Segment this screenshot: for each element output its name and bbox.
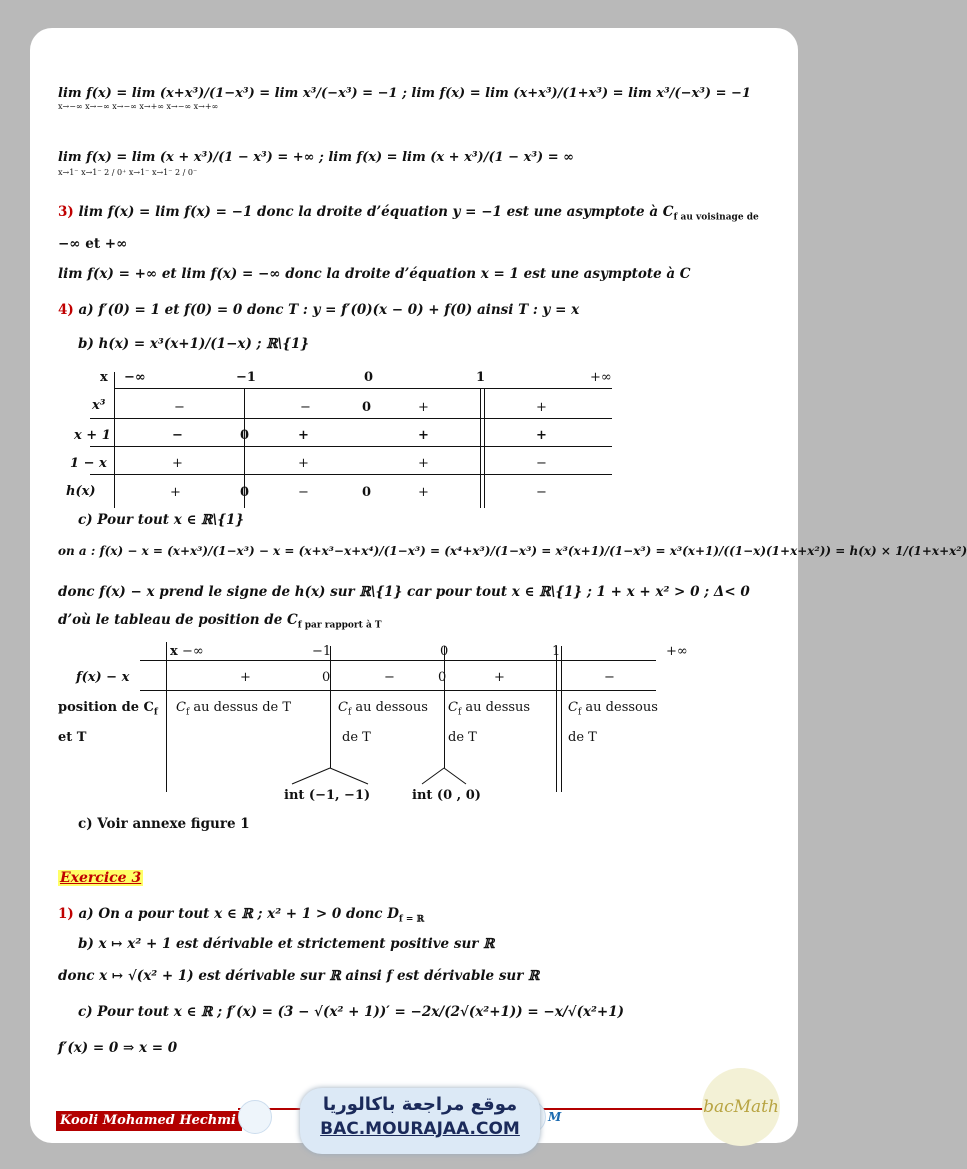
t1-header-1: 1 xyxy=(476,370,486,385)
t1-cell: 0 xyxy=(240,485,250,500)
t1-cell: − xyxy=(536,485,547,500)
t1-header-0: 0 xyxy=(364,370,374,385)
exercise-3-number: 1) xyxy=(58,906,74,922)
t1-cell: − xyxy=(298,485,309,500)
t2-pos-2-text: au dessous xyxy=(351,700,428,715)
question-3-number: 3) xyxy=(58,204,74,220)
t2-pos-1-text: au dessus de T xyxy=(189,700,292,715)
annex-reference: c) Voir annexe figure 1 xyxy=(78,816,250,832)
exercise-3-1c: c) Pour tout x ∈ ℝ ; f′(x) = (3 − √(x² + 1))′ = −2x/(2√(x²+1)) = −x/√(x²+1) xyxy=(78,1004,625,1020)
exercise-3-heading: Exercice 3 xyxy=(60,870,142,886)
exercise-3-1a-tail: f = ℝ xyxy=(398,914,425,925)
limits-infinity-subscripts: x→−∞ x→−∞ x→−∞ x→+∞ x→−∞ x→+∞ xyxy=(58,102,219,111)
t1-cell: + xyxy=(418,456,429,471)
site-banner-link[interactable] xyxy=(300,1088,540,1154)
t2-pos-2-line3: de T xyxy=(342,730,371,745)
t2-header-x: x xyxy=(170,644,178,659)
t2-pos-4-line3: de T xyxy=(568,730,597,745)
limits-infinity: lim f(x) = lim (x+x³)/(1−x³) = lim x³/(−x³) = −1 ; lim f(x) = lim (x+x³)/(1+x³) = lim x³/(−x³) = −1 xyxy=(58,86,751,101)
t2-sign: + xyxy=(494,670,505,685)
t1-cell: + xyxy=(536,400,547,415)
t2-position-label-2: et T xyxy=(58,730,87,745)
t1-cell: + xyxy=(418,485,429,500)
t1-cell: 0 xyxy=(362,485,372,500)
t2-sign: 0 xyxy=(322,670,331,685)
t1-header-minf: −∞ xyxy=(124,370,146,385)
t1-cell: 0 xyxy=(240,428,250,443)
intersection-2: int (0 , 0) xyxy=(412,788,481,803)
t2-sign: + xyxy=(240,670,251,685)
t2-pos-4-c: C xyxy=(568,700,578,715)
t1-cell: − xyxy=(300,400,311,415)
t2-header-1: 1 xyxy=(552,644,561,659)
footer-tail: M xyxy=(548,1110,562,1124)
t1-row-x3-label: x³ xyxy=(92,398,106,413)
t2-pos-1-c: C xyxy=(176,700,186,715)
question-3-text: lim f(x) = lim f(x) = −1 donc la droite d’équation y = −1 est une asymptote à C xyxy=(78,204,674,220)
t2-pos-1-sub: f xyxy=(185,707,190,718)
t2-sign: − xyxy=(384,670,395,685)
t1-cell: + xyxy=(536,428,547,443)
question-4b: b) h(x) = x³(x+1)/(1−x) ; ℝ\{1} xyxy=(78,336,310,352)
t2-pos-2-sub: f xyxy=(347,707,352,718)
difference-computation: on a : f(x) − x = (x+x³)/(1−x³) − x = (x+x³−x+x⁴)/(1−x³) = (x⁴+x³)/(1−x³) = x³(x+1)/(1−x³) = x³(x+1)/((1−x)(1+x+x²)) = h(x) × 1/(1+x+x²) xyxy=(58,544,967,558)
t2-pos-3-c: C xyxy=(448,700,458,715)
t1-row-1mx-label: 1 − x xyxy=(70,456,107,471)
t1-header-pinf: +∞ xyxy=(590,370,612,385)
site-badge-icon xyxy=(238,1100,272,1134)
intersection-1: int (−1, −1) xyxy=(284,788,371,803)
document-page xyxy=(30,28,967,1143)
t2-sign: 0 xyxy=(438,670,447,685)
intersection-branches xyxy=(30,28,798,828)
bacmath-logo: bacMath xyxy=(702,1068,780,1146)
exercise-3-1a-text: a) On a pour tout x ∈ ℝ ; x² + 1 > 0 donc D xyxy=(78,906,399,922)
t2-pos-4-sub: f xyxy=(577,707,582,718)
t2-header-minf: −∞ xyxy=(182,644,204,659)
t2-pos-3-sub: f xyxy=(457,707,462,718)
t2-sign: − xyxy=(604,670,615,685)
site-banner-arabic: موقع مراجعة باكالوريا xyxy=(322,1094,518,1115)
t1-cell: 0 xyxy=(362,400,372,415)
t1-cell: + xyxy=(172,456,183,471)
t1-cell: + xyxy=(170,485,181,500)
footer-author: Kooli Mohamed Hechmi xyxy=(56,1111,242,1131)
question-4-number: 4) xyxy=(58,302,74,318)
t2-header-0: 0 xyxy=(440,644,449,659)
t1-row-h-label: h(x) xyxy=(66,484,96,499)
question-4c: c) Pour tout x ∈ ℝ\{1} xyxy=(78,512,245,528)
limits-one: lim f(x) = lim (x + x³)/(1 − x³) = +∞ ; lim f(x) = lim (x + x³)/(1 − x³) = ∞ xyxy=(58,150,574,165)
limits-one-subscripts: x→1⁻ x→1⁻ 2 / 0⁺ x→1⁻ x→1⁻ 2 / 0⁻ xyxy=(58,168,198,177)
t2-pos-3-line3: de T xyxy=(448,730,477,745)
position-intro-tail: f par rapport à T xyxy=(297,620,382,631)
question-3-vertical-asymptote: lim f(x) = +∞ et lim f(x) = −∞ donc la droite d’équation x = 1 est une asymptote à C xyxy=(58,266,691,282)
t2-position-label-text: position de C xyxy=(58,700,154,715)
t2-header-m1: −1 xyxy=(312,644,332,659)
t1-cell: − xyxy=(174,400,185,415)
t2-pos-2-c: C xyxy=(338,700,348,715)
question-3-tail: f au voisinage de xyxy=(673,212,759,223)
t1-cell: + xyxy=(418,428,429,443)
t2-position-label-sub: f xyxy=(153,707,158,718)
exercise-3-1b-cont: donc x ↦ √(x² + 1) est dérivable sur ℝ ainsi f est dérivable sur ℝ xyxy=(58,968,540,984)
t1-cell: + xyxy=(418,400,429,415)
t1-header-x: x xyxy=(100,370,108,385)
t1-cell: + xyxy=(298,456,309,471)
position-intro-text: d’où le tableau de position de C xyxy=(58,612,298,628)
question-4a-text: a) f′(0) = 1 et f(0) = 0 donc T : y = f′(0)(x − 0) + f(0) ainsi T : y = x xyxy=(78,302,580,318)
t1-cell: + xyxy=(298,428,309,443)
t1-cell: − xyxy=(172,428,183,443)
derivative-zero: f′(x) = 0 ⇒ x = 0 xyxy=(58,1040,178,1056)
t2-header-pinf: +∞ xyxy=(666,644,688,659)
site-banner-url: BAC.MOURAJAA.COM xyxy=(320,1119,520,1139)
sign-justification: donc f(x) − x prend le signe de h(x) sur ℝ\{1} car pour tout x ∈ ℝ\{1} ; 1 + x + x² > 0 ; Δ< 0 xyxy=(58,584,750,600)
question-3-infinities: −∞ et +∞ xyxy=(58,236,128,252)
exercise-3-1a xyxy=(58,906,424,925)
t1-cell: − xyxy=(536,456,547,471)
t2-pos-4-text: au dessous xyxy=(581,700,658,715)
t1-row-xp1-label: x + 1 xyxy=(74,428,111,443)
exercise-3-1b: b) x ↦ x² + 1 est dérivable et strictement positive sur ℝ xyxy=(78,936,495,952)
t2-pos-3-text: au dessus xyxy=(461,700,531,715)
t2-row-label: f(x) − x xyxy=(76,670,130,685)
t1-header-m1: −1 xyxy=(236,370,256,385)
